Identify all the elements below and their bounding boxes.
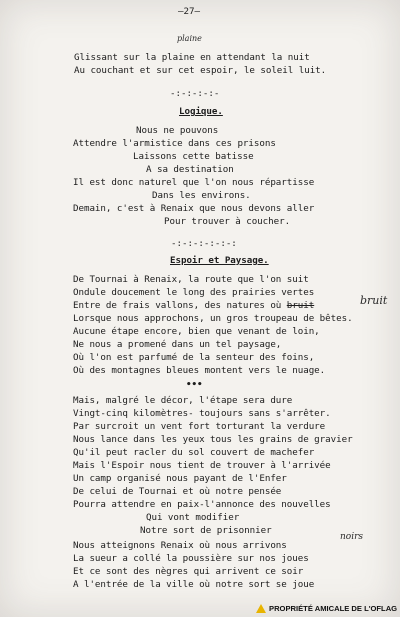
- ownership-footer: [256, 602, 397, 614]
- page-number: —27—: [178, 6, 200, 17]
- logique-line-7: Demain, c'est à Renaix que nous devons aller: [73, 203, 315, 214]
- espoir-s2-line-14: Et ce sont des nègres qui arrivent ce soir: [73, 566, 304, 577]
- espoir-s1-line-4: Lorsque nous approchons, un gros troupeau de bêtes.: [73, 313, 353, 324]
- espoir-s2-line-4: Nous lance dans les yeux tous les grains de gravier: [73, 434, 353, 445]
- logique-line-6: Dans les environs.: [152, 190, 251, 201]
- logique-line-2: Attendre l'armistice dans ces prisons: [73, 138, 276, 149]
- separator-3: •••: [186, 379, 203, 390]
- warning-triangle-icon: [256, 604, 266, 613]
- espoir-s2-line-7: Un camp organisé nous payant de l'Enfer: [73, 473, 287, 484]
- espoir-s1-line-7: Où l'on est parfumé de la senteur des foins,: [73, 352, 315, 363]
- logique-line-5: Il est donc naturel que l'on nous répartisse: [73, 177, 315, 188]
- espoir-s1-line-6: Ne nous a promené dans un tel paysage,: [73, 339, 282, 350]
- espoir-s2-line-8: De celui de Tournai et où notre pensée: [73, 486, 282, 497]
- struck-word-bruit: bruit: [286, 300, 315, 311]
- espoir-s2-line-5: Qu'il peut racler du sol couvert de machefer: [73, 447, 315, 458]
- separator-1: -:-:-:-:-: [170, 88, 220, 99]
- handwritten-plaine: plaine: [177, 34, 202, 43]
- footer-text: PROPRIÉTÉ AMICALE DE L'OFLAG: [269, 603, 398, 613]
- logique-heading: Logique.: [179, 106, 223, 117]
- espoir-s2-line-9: Pourra attendre en paix-l'annonce des nouvelles: [73, 499, 331, 510]
- logique-line-1: Nous ne pouvons: [136, 125, 219, 136]
- espoir-s1-line-8: Où des montagnes bleues montent vers le nuage.: [73, 365, 326, 376]
- logique-line-4: A sa destination: [146, 164, 234, 175]
- espoir-s1-line-5: Aucune étape encore, bien que venant de loin,: [73, 326, 320, 337]
- espoir-s2-line-12-text: Nous atteignons Renaix où nous arrivons: [73, 540, 287, 551]
- espoir-heading: Espoir et Paysage.: [170, 255, 269, 266]
- espoir-s2-line-10: Qui vont modifier: [146, 512, 240, 523]
- intro-line-1: Glissant sur la plaine en attendant la nuit: [74, 52, 310, 63]
- espoir-s2-line-12: [73, 540, 287, 552]
- handwritten-bruit: bruit: [360, 294, 388, 307]
- espoir-s2-line-11: Notre sort de prisonnier: [140, 525, 272, 536]
- espoir-s1-line-2: Ondule doucement le long des prairies vertes: [73, 287, 315, 298]
- logique-line-3: Laissons cette batisse: [133, 151, 254, 162]
- espoir-s2-line-2: Vingt-cinq kilomètres- toujours sans s'arrêter.: [73, 408, 331, 419]
- espoir-s1-line-3-text: Entre de frais vallons, des natures où: [73, 300, 287, 311]
- espoir-s2-line-15: A l'entrée de la ville où notre sort se joue: [73, 579, 315, 590]
- espoir-s2-line-6: Mais l'Espoir nous tient de trouver à l'arrivée: [73, 460, 331, 471]
- separator-2: -:-:-:-:-:-:: [171, 238, 237, 249]
- espoir-s2-line-13: La sueur a collé la poussière sur nos joues: [73, 553, 309, 564]
- espoir-s1-line-1: De Tournai à Renaix, la route que l'on suit: [73, 274, 309, 285]
- espoir-s2-line-3: Par surcroit un vent fort torturant la verdure: [73, 421, 326, 432]
- logique-line-8: Pour trouver à coucher.: [164, 216, 291, 227]
- espoir-s2-line-1: Mais, malgré le décor, l'étape sera dure: [73, 395, 293, 406]
- espoir-s1-line-3: [73, 300, 314, 312]
- intro-line-2: Au couchant et sur cet espoir, le soleil luit.: [74, 65, 327, 76]
- handwritten-noirs: noirs: [340, 532, 364, 542]
